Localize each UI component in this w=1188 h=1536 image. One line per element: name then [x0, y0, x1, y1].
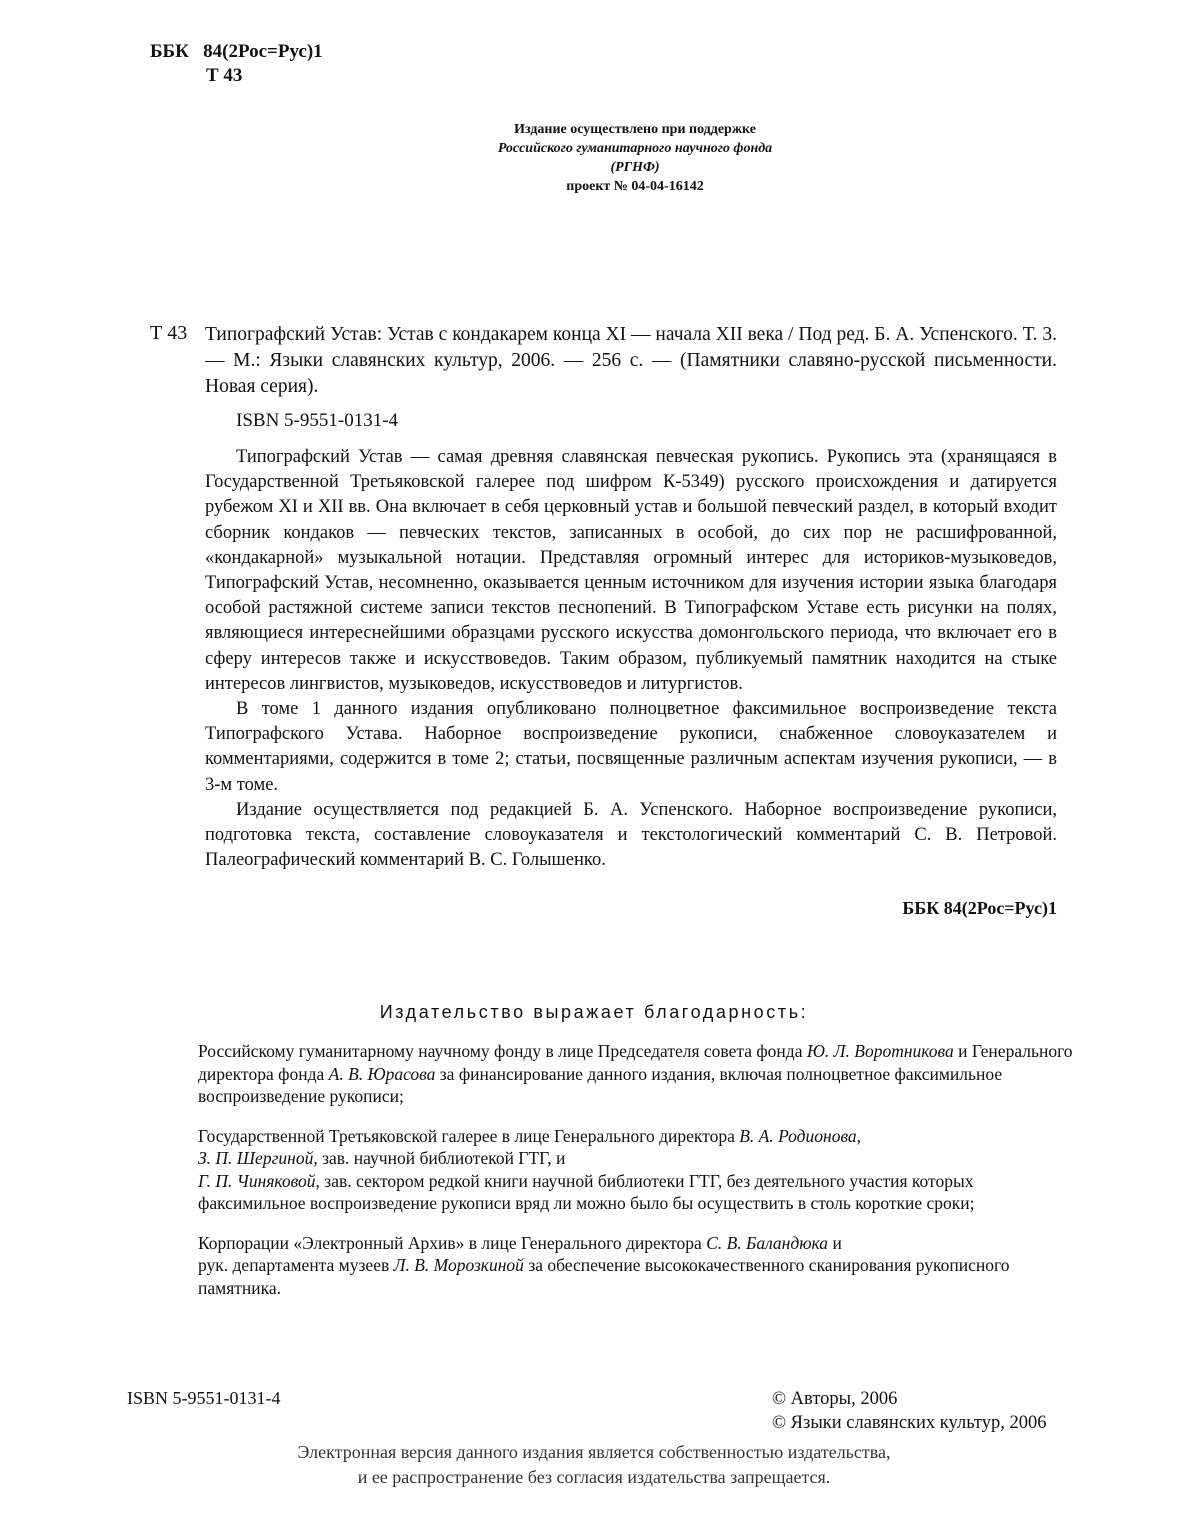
ack-text: Российскому гуманитарному научному фонду в лице Председателя совета фонда — [198, 1041, 807, 1061]
acknowledgements — [198, 1040, 1078, 1316]
abstract-paragraph-1: Типографский Устав — самая древняя славянская певческая рукопись. Рукопись эта (хранящаяся в Государственной Третьяковской галерее под шифром К-5349) русского происхождения и датируется рубежом XI и XII вв. Она включает в себя церковный устав и большой певческий раздел, в который входит сборник кондаков — певческих текстов, записанных в особой, до сих пор не расшифрованной, «кондакарной» музыкальной нотации. Представляя огромный интерес для историков-музыковедов, Типографский Устав, несомненно, оказывается ценным источником для изучения истории языка благодаря особой растяжной системе записи текстов песнопений. В Типографском Уставе есть рисунки на полях, являющиеся интереснейшими образцами русского искусства домонгольского периода, что включает его в сферу интересов также и искусствоведов. Таким образом, публикуемый памятник находится на стыке интересов лингвистов, музыковедов, искусствоведов и литургистов. — [205, 447, 1057, 694]
ack-text: , зав. сектором редкой книги научной библиотеки ГТГ, без деятельного участия которых факсимильное воспроизведение рукописи вряд ли можно было бы осуществить в столь короткие сроки; — [198, 1170, 975, 1213]
person-name: А. В. Юрасова — [328, 1063, 436, 1084]
person-name: С. В. Баландюка — [706, 1232, 829, 1253]
entry-isbn: ISBN 5-9551-0131-4 — [236, 410, 399, 431]
acknowledgements-title: Издательство выражает благодарность: — [379, 1002, 809, 1022]
bbk-line — [150, 40, 323, 64]
ack-text: и Генерального директора фонда — [198, 1041, 1073, 1084]
bbk-code: 84(2Рос=Рус)1 — [203, 41, 323, 62]
ack-text: за обеспечение высококачественного сканирования рукописного памятника. — [198, 1255, 1010, 1298]
ack-text: и — [828, 1232, 842, 1253]
ack-text: , зав. научной библиотекой ГТГ, и — [313, 1148, 566, 1168]
footer-isbn: ISBN 5-9551-0131-4 — [127, 1388, 281, 1408]
bbk-label: ББК — [150, 41, 189, 62]
support-line-1: Издание осуществлено при поддержке — [514, 122, 756, 137]
person-name: Ю. Л. Воротникова — [806, 1041, 954, 1061]
support-line-3: (РГНФ) — [610, 160, 660, 175]
copyright-publisher: © Языки славянских культур, 2006 — [772, 1413, 1047, 1433]
ack-text: за финансирование данного издания, включая полноцветное факсимильное воспроизведение рукописи; — [198, 1063, 1003, 1106]
bbk-header — [150, 40, 323, 88]
abstract-paragraph-3: Издание осуществляется под редакцией Б. А. Успенского. Наборное воспроизведение рукописи, подготовка текста, составление словоуказателя и текстологический комментарий С. В. Петровой. Палеографический комментарий В. С. Голышенко. — [205, 799, 1057, 871]
bbk-code-right: ББК 84(2Рос=Рус)1 — [902, 898, 1057, 918]
support-line-2: Российского гуманитарного научного фонда — [497, 141, 773, 156]
author-mark: Т 43 — [206, 65, 243, 86]
copyright — [772, 1387, 1047, 1435]
ack-text: Корпорации «Электронный Архив» в лице Генерального директора — [198, 1232, 707, 1253]
electronic-version-notice — [0, 1440, 1188, 1490]
acknowledgement-archive — [198, 1232, 1078, 1300]
abstract — [205, 445, 1057, 873]
acknowledgement-tretyakov — [198, 1125, 1078, 1215]
bibliographic-entry: Типографский Устав: Устав с кондакарем конца XI — начала XII века / Под ред. Б. А. Успенского. Т. 3. — М.: Языки славянских культур, 2006. — 256 с. — (Памятники славяно-русской письменности. Новая серия). — [205, 324, 1057, 397]
person-name: В. А. Родионова, — [739, 1125, 862, 1146]
acknowledgement-rgnf — [198, 1040, 1078, 1108]
entry-code: Т 43 — [150, 322, 188, 344]
person-name: З. П. Шергиной — [198, 1148, 314, 1168]
ack-text: рук. департамента музеев — [198, 1255, 394, 1275]
abstract-paragraph-2: В томе 1 данного издания опубликовано полноцветное факсимильное воспроизведение текста Типографского Устава. Наборное воспроизведение рукописи, снабженное словоуказателем и комментариями, содержится в томе 2; статьи, посвященные различным аспектам изучения рукописи, — в 3-м томе. — [205, 699, 1057, 795]
electronic-notice-line-2: и ее распространение без согласия издательства запрещается. — [357, 1467, 831, 1487]
person-name: Л. В. Морозкиной — [393, 1255, 524, 1275]
support-notice — [400, 120, 870, 196]
person-name: Г. П. Чиняковой — [198, 1170, 316, 1191]
copyright-authors: © Авторы, 2006 — [772, 1389, 898, 1409]
support-line-4: проект № 04-04-16142 — [566, 179, 704, 194]
ack-text: Государственной Третьяковской галерее в лице Генерального директора — [198, 1125, 740, 1146]
electronic-notice-line-1: Электронная версия данного издания является собственностью издательства, — [297, 1442, 891, 1462]
